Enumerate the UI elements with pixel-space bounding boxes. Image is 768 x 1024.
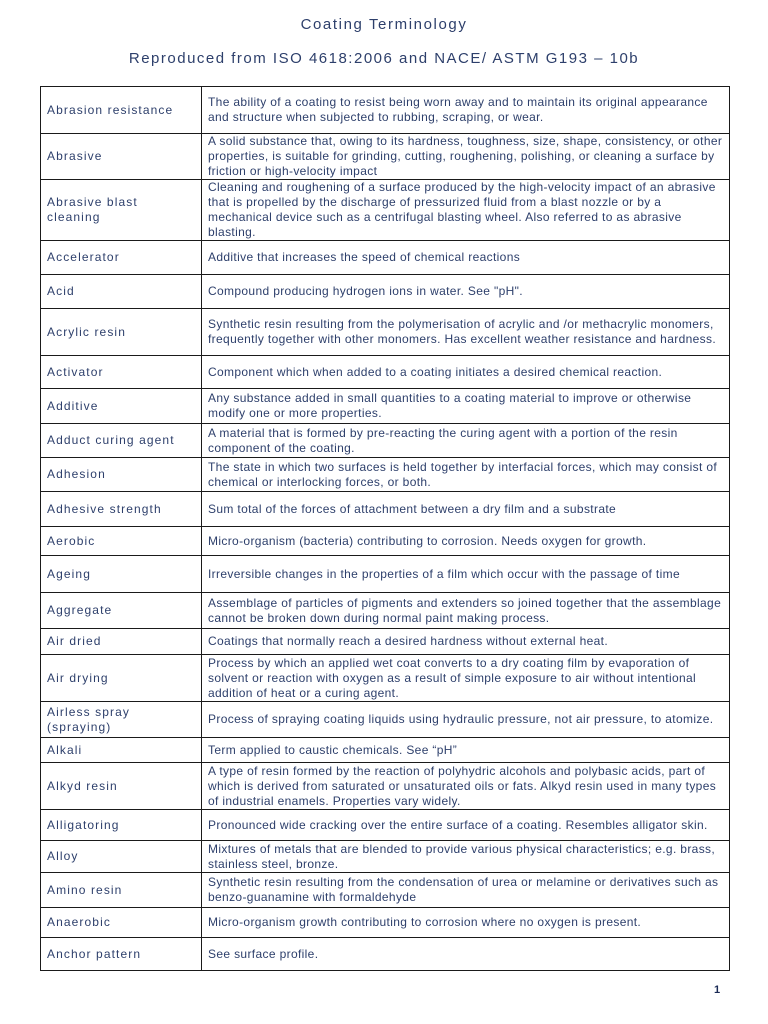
- term-cell: Abrasion resistance: [41, 87, 202, 134]
- definition-cell: Component which when added to a coating initiates a desired chemical reaction.: [202, 356, 730, 389]
- term-cell: Ageing: [41, 556, 202, 593]
- term-cell: Air drying: [41, 655, 202, 702]
- document-subtitle: Reproduced from ISO 4618:2006 and NACE/ ASTM G193 – 10b: [128, 50, 640, 67]
- table-row: [41, 275, 730, 309]
- definition-cell: Micro-organism growth contributing to corrosion where no oxygen is present.: [202, 908, 730, 938]
- table-row: [41, 424, 730, 458]
- term-cell: Alligatoring: [41, 810, 202, 841]
- definition-cell: Irreversible changes in the properties of a film which occur with the passage of time: [202, 556, 730, 593]
- term-cell: Adhesive strength: [41, 492, 202, 527]
- term-cell: Acid: [41, 275, 202, 309]
- definition-cell: Cleaning and roughening of a surface produced by the high-velocity impact of an abrasive that is propelled by the discharge of pressurized fluid from a blast nozzle or by a mechanical device such as a centrifugal blasting wheel. Also referred to as abrasive blasting.: [202, 180, 730, 241]
- term-cell: Aggregate: [41, 593, 202, 629]
- definition-cell: The ability of a coating to resist being worn away and to maintain its original appearance and structure when subjected to rubbing, scraping, or wear.: [202, 87, 730, 134]
- table-row: [41, 309, 730, 356]
- definition-cell: Pronounced wide cracking over the entire surface of a coating. Resembles alligator skin.: [202, 810, 730, 841]
- definition-cell: The state in which two surfaces is held together by interfacial forces, which may consist of chemical or interlocking forces, or both.: [202, 458, 730, 492]
- definition-cell: Compound producing hydrogen ions in water. See "pH".: [202, 275, 730, 309]
- table-row: [41, 593, 730, 629]
- table-row: [41, 180, 730, 241]
- table-row: [41, 702, 730, 738]
- definition-cell: Sum total of the forces of attachment between a dry film and a substrate: [202, 492, 730, 527]
- definition-cell: A type of resin formed by the reaction of polyhydric alcohols and polybasic acids, part of which is derived from saturated or unsaturated oils or fats. Alkyd resin used in many types of industrial enamels. Properties vary widely.: [202, 763, 730, 810]
- table-row: [41, 841, 730, 873]
- definition-cell: Coatings that normally reach a desired hardness without external heat.: [202, 629, 730, 655]
- term-cell: Adhesion: [41, 458, 202, 492]
- definition-cell: See surface profile.: [202, 938, 730, 971]
- table-row: [41, 873, 730, 908]
- definition-cell: Term applied to caustic chemicals. See “pH”: [202, 738, 730, 763]
- document-title: Coating Terminology: [300, 16, 468, 33]
- table-row: [41, 655, 730, 702]
- term-cell: Activator: [41, 356, 202, 389]
- definition-cell: A material that is formed by pre-reacting the curing agent with a portion of the resin component of the coating.: [202, 424, 730, 458]
- term-cell: Airless spray (spraying): [41, 702, 202, 738]
- term-cell: Adduct curing agent: [41, 424, 202, 458]
- definition-cell: Assemblage of particles of pigments and extenders so joined together that the assemblage cannot be broken down during normal paint making process.: [202, 593, 730, 629]
- table-row: [41, 134, 730, 180]
- term-cell: Alkyd resin: [41, 763, 202, 810]
- table-row: [41, 738, 730, 763]
- table-row: [41, 763, 730, 810]
- definition-cell: Additive that increases the speed of chemical reactions: [202, 241, 730, 275]
- term-cell: Accelerator: [41, 241, 202, 275]
- term-cell: Anchor pattern: [41, 938, 202, 971]
- table-row: [41, 810, 730, 841]
- table-row: [41, 356, 730, 389]
- definition-cell: Process by which an applied wet coat converts to a dry coating film by evaporation of solvent or reaction with oxygen as a result of simple exposure to air without intentional addition of heat or a curing agent.: [202, 655, 730, 702]
- term-cell: Aerobic: [41, 527, 202, 556]
- definition-cell: Synthetic resin resulting from the condensation of urea or melamine or derivatives such as benzo-guanamine with formaldehyde: [202, 873, 730, 908]
- term-cell: Anaerobic: [41, 908, 202, 938]
- term-cell: Alloy: [41, 841, 202, 873]
- table-row: [41, 556, 730, 593]
- table-row: [41, 629, 730, 655]
- definition-cell: Any substance added in small quantities to a coating material to improve or otherwise modify one or more properties.: [202, 389, 730, 424]
- definition-cell: Mixtures of metals that are blended to provide various physical characteristics; e.g. brass, stainless steel, bronze.: [202, 841, 730, 873]
- definition-cell: A solid substance that, owing to its hardness, toughness, size, shape, consistency, or other properties, is suitable for grinding, cutting, roughening, polishing, or cleaning a surface by friction or high-velocity impact: [202, 134, 730, 180]
- terminology-table: [40, 86, 730, 971]
- term-cell: Acrylic resin: [41, 309, 202, 356]
- term-cell: Abrasive: [41, 134, 202, 180]
- term-cell: Abrasive blast cleaning: [41, 180, 202, 241]
- term-cell: Additive: [41, 389, 202, 424]
- table-row: [41, 527, 730, 556]
- term-cell: Alkali: [41, 738, 202, 763]
- table-row: [41, 458, 730, 492]
- table-row: [41, 241, 730, 275]
- term-cell: Amino resin: [41, 873, 202, 908]
- table-row: [41, 492, 730, 527]
- term-cell: Air dried: [41, 629, 202, 655]
- table-row: [41, 938, 730, 971]
- page-number: 1: [714, 984, 721, 996]
- definition-cell: Synthetic resin resulting from the polymerisation of acrylic and /or methacrylic monomers, frequently together with other monomers. Has excellent weather resistance and hardness.: [202, 309, 730, 356]
- table-row: [41, 389, 730, 424]
- definition-cell: Process of spraying coating liquids using hydraulic pressure, not air pressure, to atomize.: [202, 702, 730, 738]
- table-row: [41, 87, 730, 134]
- definition-cell: Micro-organism (bacteria) contributing to corrosion. Needs oxygen for growth.: [202, 527, 730, 556]
- table-row: [41, 908, 730, 938]
